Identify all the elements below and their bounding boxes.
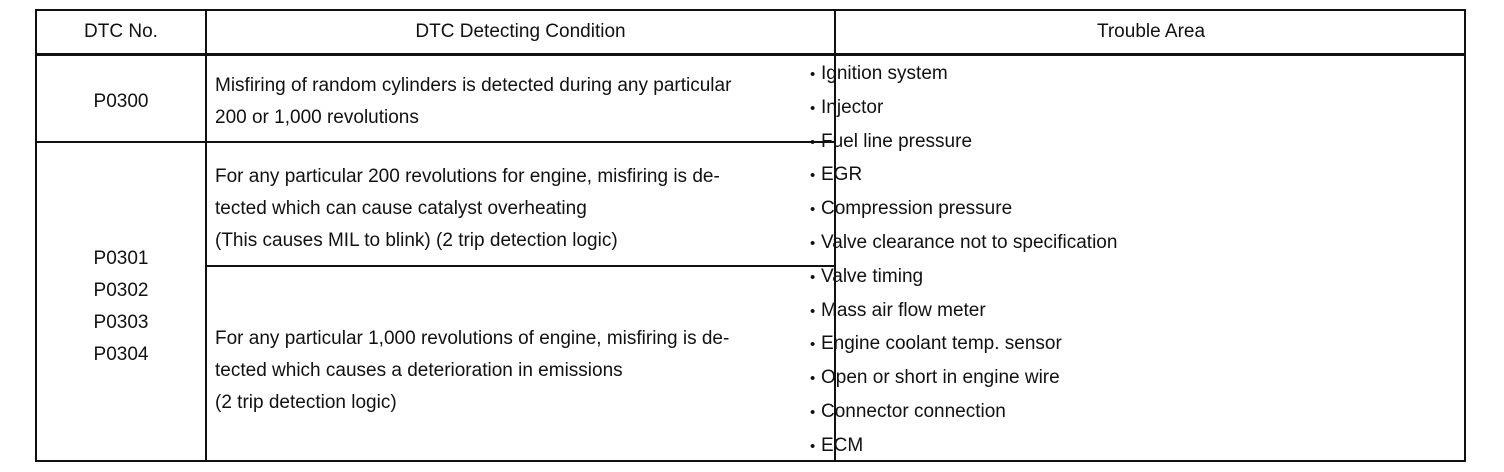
trouble-area-text: EGR — [821, 164, 863, 186]
condition-line: For any particular 200 revolutions for engine, misfiring is de- — [215, 166, 720, 187]
bullet: • — [810, 370, 816, 388]
trouble-area-text: Mass air flow meter — [821, 299, 986, 321]
condition-line: tected which can cause catalyst overheating — [215, 198, 587, 219]
bullet: • — [810, 403, 816, 421]
header-trouble-area: Trouble Area — [1096, 21, 1206, 42]
dtc-code-group — [37, 243, 205, 371]
condition-line: 200 or 1,000 revolutions — [215, 107, 419, 128]
bullet: • — [810, 437, 816, 455]
trouble-area-item — [810, 396, 1117, 430]
condition-line: Misfiring of random cylinders is detected during any particular — [215, 75, 732, 96]
trouble-area-item — [810, 126, 1117, 160]
trouble-area-text: ECM — [821, 434, 864, 456]
trouble-area-item — [810, 92, 1117, 126]
trouble-area-text: Valve timing — [821, 265, 924, 287]
header-detecting-condition: DTC Detecting Condition — [415, 21, 626, 42]
dtc-code: P0300 — [93, 91, 149, 112]
row-separator — [37, 141, 836, 143]
header-dtc-no: DTC No. — [84, 21, 158, 42]
trouble-area-text: Fuel line pressure — [821, 130, 973, 152]
condition-line: For any particular 1,000 revolutions of engine, misfiring is de- — [215, 328, 730, 349]
trouble-area-item — [810, 261, 1117, 295]
trouble-area-item — [810, 295, 1117, 329]
trouble-area-item — [810, 58, 1117, 92]
condition-separator — [205, 265, 836, 267]
trouble-area-item — [810, 362, 1117, 396]
bullet: • — [810, 99, 816, 117]
dtc-code: P0304 — [93, 344, 149, 365]
trouble-area-text: Ignition system — [821, 63, 948, 84]
detecting-condition — [215, 70, 825, 134]
trouble-area-text: Valve clearance not to specification — [821, 231, 1118, 253]
trouble-area-item — [810, 227, 1117, 261]
trouble-area-item — [810, 328, 1117, 362]
condition-line: (This causes MIL to blink) (2 trip detection logic) — [215, 230, 618, 251]
bullet: • — [810, 201, 816, 219]
condition-line: (2 trip detection logic) — [215, 392, 397, 413]
trouble-area-text: Injector — [821, 96, 884, 118]
dtc-code: P0301 — [93, 248, 149, 269]
column-divider — [205, 11, 207, 460]
bullet: • — [810, 133, 816, 151]
bullet: • — [810, 336, 816, 354]
bullet: • — [810, 268, 816, 286]
trouble-area-item — [810, 430, 1117, 464]
detecting-condition — [215, 323, 825, 419]
dtc-code: P0302 — [93, 280, 149, 301]
trouble-area-list — [810, 58, 1117, 464]
condition-line: tected which causes a deterioration in emissions — [215, 360, 623, 381]
header-separator — [37, 53, 1464, 56]
trouble-area-text: Open or short in engine wire — [821, 367, 1060, 389]
bullet: • — [810, 302, 816, 320]
trouble-area-item — [810, 193, 1117, 227]
dtc-code: P0303 — [93, 312, 149, 333]
bullet: • — [810, 66, 816, 83]
trouble-area-text: Compression pressure — [821, 198, 1013, 220]
bullet: • — [810, 234, 816, 252]
bullet: • — [810, 167, 816, 185]
dtc-table — [35, 9, 1466, 462]
trouble-area-item — [810, 159, 1117, 193]
detecting-condition — [215, 161, 825, 257]
trouble-area-text: Engine coolant temp. sensor — [821, 333, 1062, 355]
trouble-area-text: Connector connection — [821, 400, 1006, 422]
